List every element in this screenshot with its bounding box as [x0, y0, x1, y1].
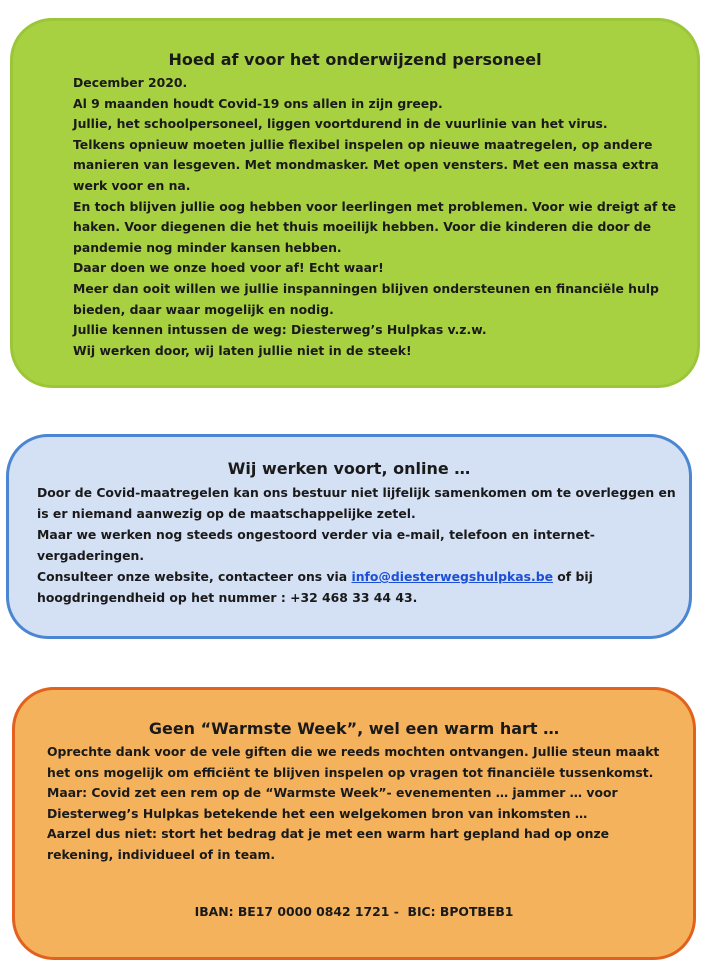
paragraph: Oprechte dank voor de vele giften die we reeds mochten ontvangen. Jullie steun maakt het ons mogelijk om efficiënt te blijven inspelen op vragen tot financiële tussenkomst.: [47, 744, 660, 780]
contact-prefix: Consulteer onze website, contacteer ons via: [37, 569, 352, 584]
warmest-week-title: Geen “Warmste Week”, wel een warm hart …: [148, 719, 560, 738]
paragraph: Al 9 maanden houdt Covid-19 ons allen in zijn greep.: [73, 95, 443, 111]
paragraph: Daar doen we onze hoed voor af! Echt waar!: [73, 260, 384, 276]
paragraph: Maar we werken nog steeds ongestoord verder via e-mail, telefoon en internet-vergaderingen.: [37, 527, 595, 563]
online-work-card: [6, 434, 692, 639]
paragraph: Jullie, het schoolpersoneel, liggen voortdurend in de vuurlinie van het virus.: [73, 116, 608, 132]
paragraph: Maar: Covid zet een rem op de “Warmste Week”- evenementen … jammer … voor Diesterweg’s Hulpkas betekende het een welgekomen bron van inkomsten …: [47, 785, 618, 821]
bank-details: IBAN: BE17 0000 0842 1721 - BIC: BPOTBEB1: [194, 904, 514, 919]
email-link[interactable]: info@diesterwegshulpkas.be: [351, 569, 553, 584]
paragraph: December 2020.: [73, 75, 188, 90]
online-work-body: [37, 482, 677, 608]
paragraph: Jullie kennen intussen de weg: Diesterweg’s Hulpkas v.z.w.: [73, 322, 487, 338]
paragraph: Door de Covid-maatregelen kan ons bestuur niet lijfelijk samenkomen om te overleggen en is er niemand aanwezig op de maatschappelijke zetel.: [37, 485, 676, 521]
paragraph: Wij werken door, wij laten jullie niet in de steek!: [73, 342, 412, 358]
online-work-title: Wij werken voort, online …: [227, 459, 471, 478]
paragraph: En toch blijven jullie oog hebben voor leerlingen met problemen. Voor wie dreigt af te haken. Voor diegenen die het thuis moeilijk hebben. Voor die kinderen die door de pandemie nog minder kansen hebben.: [73, 198, 677, 255]
contact-suffix: of bij hoogdringendheid op het nummer : +32 468 33 44 43.: [37, 569, 593, 605]
teachers-tribute-title: Hoed af voor het onderwijzend personeel: [168, 50, 542, 69]
warmest-week-card: [12, 687, 696, 960]
teachers-tribute-body: [73, 73, 693, 361]
paragraph: Aarzel dus niet: stort het bedrag dat je met een warm hart gepland had op onze rekening, individueel of in team.: [47, 826, 610, 862]
warmest-week-body: [47, 742, 667, 865]
contact-paragraph: [37, 566, 677, 608]
paragraph: Meer dan ooit willen we jullie inspanningen blijven ondersteunen en financiële hulp bieden, daar waar mogelijk en nodig.: [73, 280, 659, 317]
teachers-tribute-card: [10, 18, 700, 388]
paragraph: Telkens opnieuw moeten jullie flexibel inspelen op nieuwe maatregelen, op andere manieren van lesgeven. Met mondmasker. Met open vensters. Met een massa extra werk voor en na.: [73, 136, 659, 193]
